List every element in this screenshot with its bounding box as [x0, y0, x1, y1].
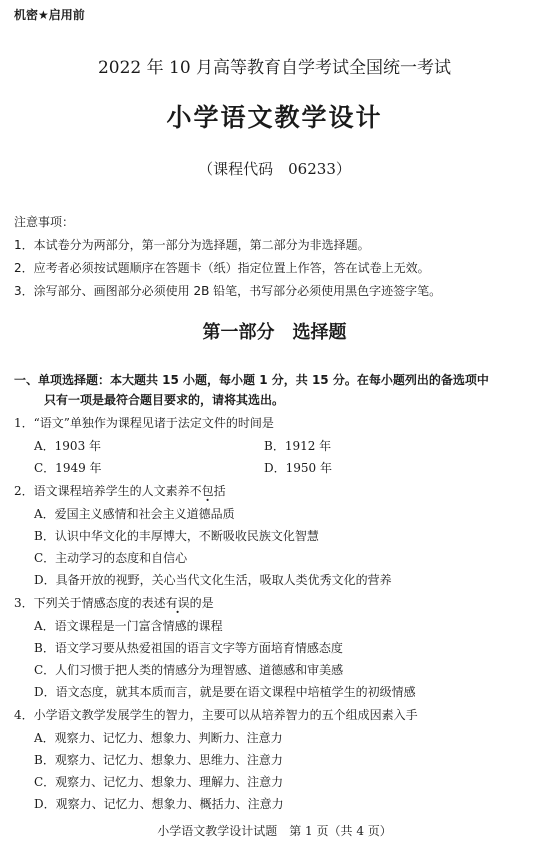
option-d: D．语文态度，就其本质而言，就是要在语文课程中培植学生的初级情感 [34, 685, 416, 699]
option-c: C．1949 年 [34, 461, 102, 475]
exam-title: 2022 年 10 月高等教育自学考试全国统一考试 [97, 58, 452, 78]
stem-text: 2．语文课程培养学生的人文素养 [14, 484, 190, 498]
option-d: D．观察力、记忆力、想象力、概括力、注意力 [34, 797, 284, 811]
confidential-label: 机密★启用前 [14, 8, 85, 22]
question-stem [14, 482, 226, 499]
section-instructions: 一、单项选择题：本大题共 15 小题，每小题 1 分，共 15 分。在每小题列出的备选项中 [14, 373, 489, 387]
option-b: B．语文学习要从热爱祖国的语言文字等方面培育情感态度 [34, 641, 343, 655]
notice-heading: 注意事项： [14, 215, 75, 229]
question-stem: 4．小学语文教学发展学生的智力，主要可以从培养智力的五个组成因素入手 [14, 708, 418, 722]
question-stem [14, 594, 214, 611]
stem-emphasis: 有误 [165, 596, 190, 610]
question-stem: 1．“语文”单独作为课程见诸于法定文件的时间是 [14, 416, 274, 430]
option-b: B．认识中华文化的丰厚博大，不断吸收民族文化智慧 [34, 529, 319, 543]
option-c: C．人们习惯于把人类的情感分为理智感、道德感和审美感 [34, 663, 344, 677]
part-title: 第一部分 选择题 [202, 322, 347, 343]
option-a: A．语文课程是一门富含情感的课程 [34, 619, 223, 633]
stem-text: 3．下列关于情感态度的表述 [14, 596, 166, 610]
option-a: A．观察力、记忆力、想象力、判断力、注意力 [34, 731, 283, 745]
option-d: D．具备开放的视野，关心当代文化生活，吸取人类优秀文化的营养 [34, 573, 392, 587]
notice-item: 3．涂写部分、画图部分必须使用 2B 铅笔，书写部分必须使用黑色字迹签字笔。 [14, 284, 442, 298]
stem-emphasis: 不包括 [189, 484, 226, 498]
page-footer: 小学语文教学设计试题 第 1 页（共 4 页） [157, 824, 392, 838]
option-c: C．主动学习的态度和自信心 [34, 551, 188, 565]
option-b: B．观察力、记忆力、想象力、思维力、注意力 [34, 753, 283, 767]
option-a: A．爱国主义感情和社会主义道德品质 [34, 507, 235, 521]
notice-item: 1．本试卷分为两部分，第一部分为选择题，第二部分为非选择题。 [14, 238, 370, 252]
option-b: B．1912 年 [264, 439, 332, 453]
option-d: D．1950 年 [264, 461, 332, 475]
subject-title: 小学语文教学设计 [166, 103, 383, 132]
option-a: A．1903 年 [34, 439, 102, 453]
option-c: C．观察力、记忆力、想象力、理解力、注意力 [34, 775, 284, 789]
notice-item: 2．应考者必须按试题顺序在答题卡（纸）指定位置上作答，答在试卷上无效。 [14, 261, 430, 275]
stem-text-suffix: 的是 [189, 596, 214, 610]
course-code: （课程代码 06233） [198, 160, 351, 178]
section-instructions-cont: 只有一项是最符合题目要求的，请将其选出。 [44, 393, 285, 407]
